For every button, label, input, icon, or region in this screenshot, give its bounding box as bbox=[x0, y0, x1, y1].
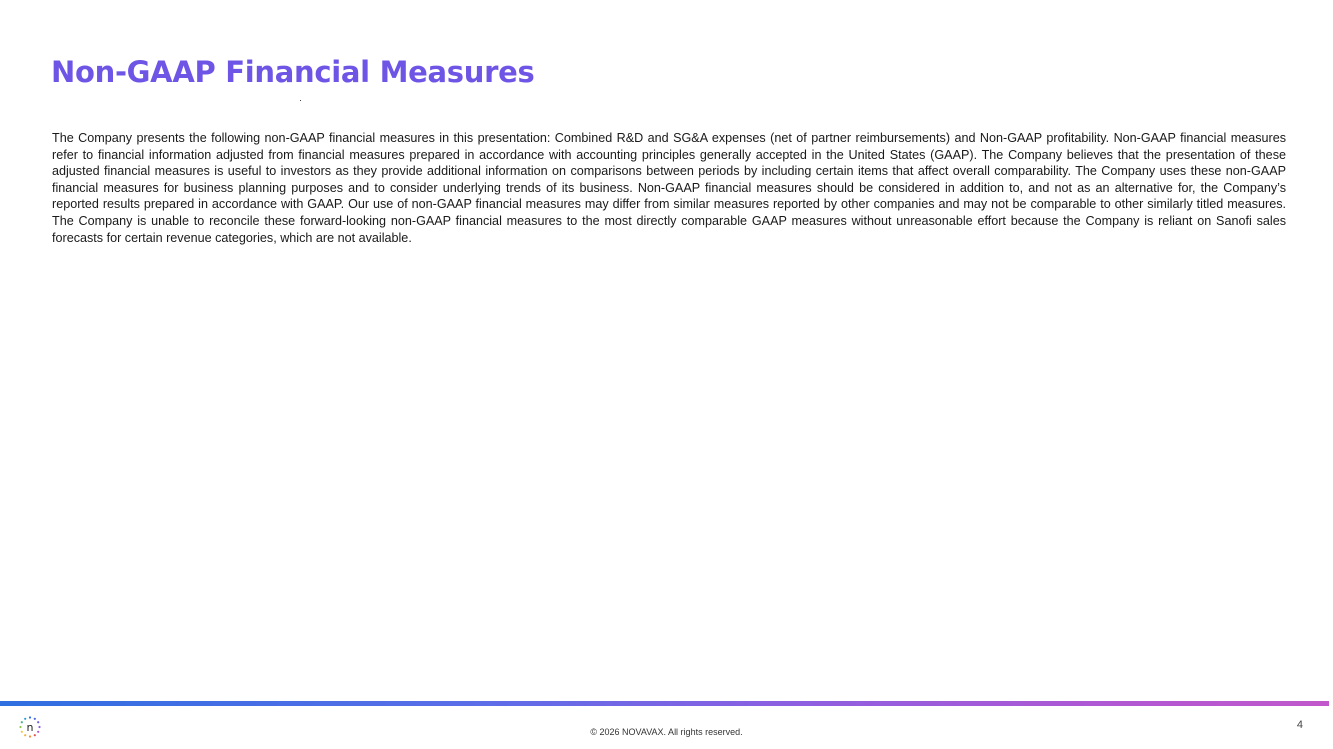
slide-title: Non-GAAP Financial Measures bbox=[51, 55, 535, 89]
footer-gradient-bar bbox=[0, 701, 1329, 706]
stray-dot bbox=[300, 100, 301, 101]
copyright-footer: © 2026 NOVAVAX. All rights reserved. bbox=[590, 727, 743, 737]
body-paragraph: The Company presents the following non-GAAP financial measures in this presentation: Combined R&D and SG&A expenses (net of partner reimbursements) and Non-GAAP profitability. Non-GAAP financial measures refer to financial information adjusted from financial measures prepared in accordance with accounting principles generally accepted in the United States (GAAP). The Company believes that the presentation of these adjusted financial measures is useful to investors as they provide additional information on comparisons between periods by including certain items that affect overall comparability. The Company uses these non-GAAP financial measures for business planning purposes and to consider underlying trends of its business. Non-GAAP financial measures should be considered in addition to, and not as an alternative for, the Company’s reported results prepared in accordance with GAAP. Our use of non-GAAP financial measures may differ from similar measures reported by other companies and may not be comparable to other similarly titled measures. The Company is unable to reconcile these forward-looking non-GAAP financial measures to the most directly comparable GAAP measures without unreasonable effort because the Company is reliant on Sanofi sales forecasts for certain revenue categories, which are not available. bbox=[52, 131, 1286, 245]
page-number: 4 bbox=[1296, 719, 1303, 731]
logo-letter: n bbox=[26, 721, 34, 735]
